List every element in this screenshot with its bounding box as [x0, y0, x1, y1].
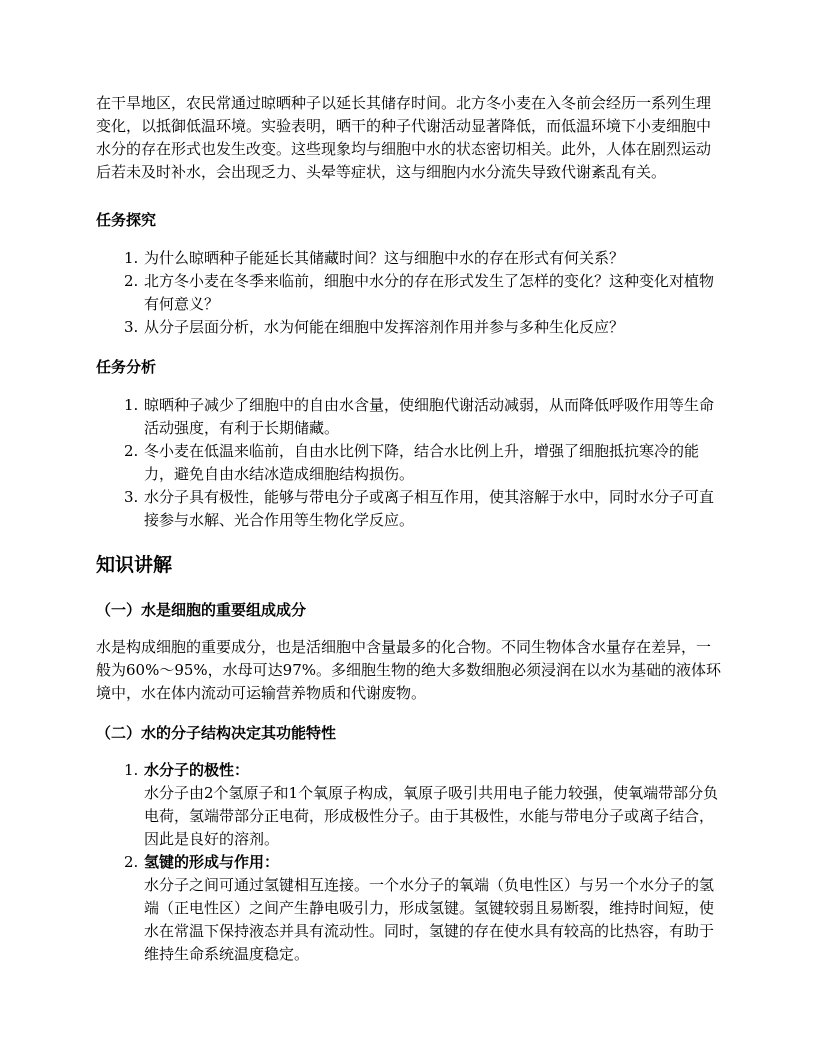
task-analysis-heading: 任务分析	[96, 358, 157, 376]
list-item	[96, 851, 724, 966]
task-explore-heading: 任务探究	[96, 211, 157, 229]
list-item-title: 水分子的极性：	[144, 761, 250, 779]
list-number: 3.	[124, 488, 139, 506]
section2-list	[96, 759, 724, 966]
list-item	[96, 759, 724, 851]
list-number: 2.	[124, 442, 139, 460]
list-item	[96, 394, 724, 440]
task-explore-list	[96, 247, 724, 339]
list-number: 2.	[124, 272, 139, 290]
list-item-title: 氢键的形成与作用：	[144, 853, 280, 871]
list-text: 晾晒种子减少了细胞中的自由水含量，使细胞代谢活动减弱，从而降低呼吸作用等生命活动强度，有利于长期储藏。	[144, 396, 715, 437]
list-number: 2.	[124, 853, 139, 871]
list-text: 从分子层面分析，水为何能在细胞中发挥溶剂作用并参与多种生化反应？	[144, 318, 625, 336]
list-item	[96, 316, 724, 339]
list-number: 3.	[124, 318, 139, 336]
list-text: 为什么晾晒种子能延长其储藏时间？这与细胞中水的存在形式有何关系？	[144, 249, 625, 267]
list-number: 1.	[124, 396, 139, 414]
list-item	[96, 270, 724, 316]
intro-paragraph: 在干旱地区，农民常通过晾晒种子以延长其储存时间。北方冬小麦在入冬前会经历一系列生理变化，以抵御低温环境。实验表明，晒干的种子代谢活动显著降低，而低温环境下小麦细胞中水分的存在形式也发生改变。这些现象均与细胞中水的状态密切相关。此外，人体在剧烈运动后若未及时补水，会出现乏力、头晕等症状，这与细胞内水分流失导致代谢紊乱有关。	[96, 94, 712, 181]
list-item	[96, 247, 724, 270]
list-text: 冬小麦在低温来临前，自由水比例下降，结合水比例上升，增强了细胞抵抗寒冷的能力，避免自由水结冰造成细胞结构损伤。	[144, 442, 700, 483]
section2-heading: （二）水的分子结构决定其功能特性	[96, 724, 337, 742]
document-page	[96, 92, 724, 966]
list-number: 1.	[124, 249, 139, 267]
section1-paragraph: 水是构成细胞的重要成分，也是活细胞中含量最多的化合物。不同生物体含水量存在差异，一般为60%～95%，水母可达97%。多细胞生物的绝大多数细胞必须浸润在以水为基础的液体环境中，水在体内流动可运输营养物质和代谢废物。	[96, 638, 722, 702]
section1-heading: （一）水是细胞的重要组成成分	[96, 601, 307, 619]
list-text: 水分子具有极性，能够与带电分子或离子相互作用，使其溶解于水中，同时水分子可直接参与水解、光合作用等生物化学反应。	[144, 488, 715, 529]
list-item	[96, 486, 724, 532]
knowledge-section-title: 知识讲解	[96, 554, 173, 576]
list-item	[96, 440, 724, 486]
list-item-text: 水分子由2个氢原子和1个氧原子构成，氧原子吸引共用电子能力较强，使氧端带部分负电荷，氢端带部分正电荷，形成极性分子。由于其极性，水能与带电分子或离子结合，因此是良好的溶剂。	[144, 784, 719, 848]
task-analysis-list	[96, 394, 724, 532]
list-number: 1.	[124, 761, 139, 779]
list-text: 北方冬小麦在冬季来临前，细胞中水分的存在形式发生了怎样的变化？这种变化对植物有何意义？	[144, 272, 715, 313]
list-item-text: 水分子之间可通过氢键相互连接。一个水分子的氧端（负电性区）与另一个水分子的氢端（正电性区）之间产生静电吸引力，形成氢键。氢键较弱且易断裂，维持时间短，使水在常温下保持液态并具有流动性。同时，氢键的存在使水具有较高的比热容，有助于维持生命系统温度稳定。	[144, 876, 715, 963]
